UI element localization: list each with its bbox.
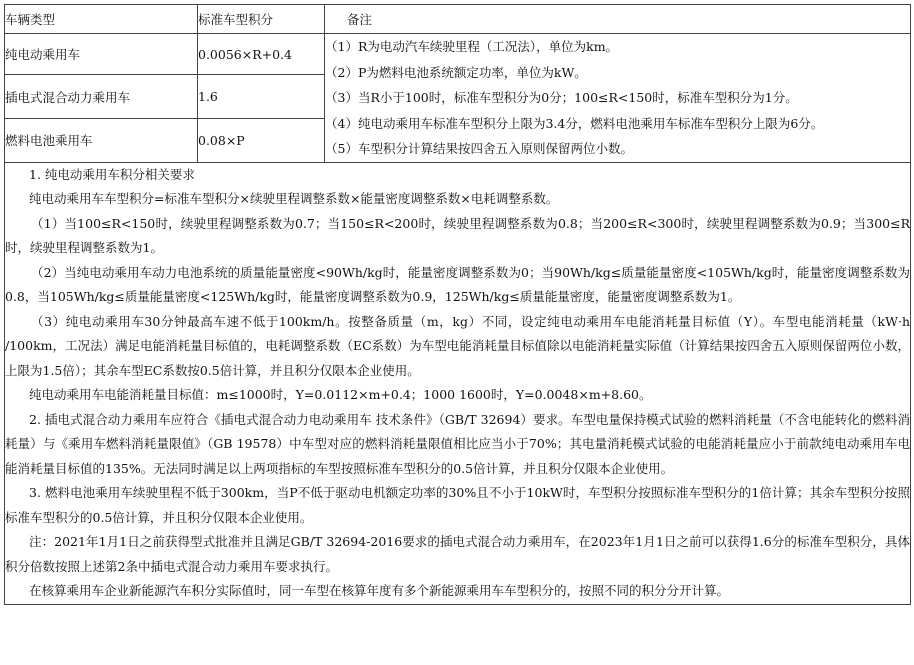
- vehicle-type-cell: 纯电动乘用车: [5, 34, 198, 75]
- header-notes: 备注: [325, 5, 911, 34]
- notes-cell: [325, 34, 911, 163]
- paragraph: 纯电动乘用车车型积分=标准车型积分×续驶里程调整系数×能量密度调整系数×电耗调整系数。: [29, 191, 559, 206]
- credit-table: [4, 4, 911, 605]
- vehicle-type-cell: 燃料电池乘用车: [5, 119, 198, 162]
- header-vehicle-type: 车辆类型: [5, 5, 198, 34]
- requirements-row: [5, 162, 911, 604]
- paragraph: 2. 插电式混合动力乘用车应符合《插电式混合动力电动乘用车 技术条件》（GB/T 32694）要求。车型电量保持模式试验的燃料消耗量（不含电能转化的燃料消耗量）与《乘用车燃料消耗量限值》（GB 19578）中车型对应的燃料消耗量限值相比应当小于70%；其电量消耗模式试验的电能消耗量应小于前款纯电动乘用车电能消耗量目标值的135%。无法同时满足以上两项指标的车型按照标准车型积分的0.5倍计算，并且积分仅限本企业使用。: [5, 411, 910, 476]
- note-item: （4）纯电动乘用车标准车型积分上限为3.4分，燃料电池乘用车标准车型积分上限为6分。: [325, 115, 824, 131]
- standard-score-cell: 0.0056×R+0.4: [198, 34, 325, 75]
- table-header-row: [5, 5, 911, 34]
- header-standard-score: 标准车型积分: [198, 5, 325, 34]
- paragraph: （3）纯电动乘用车30分钟最高车速不低于100km/h。按整备质量（m，kg）不同，设定纯电动乘用车电能消耗量目标值（Y）。车型电能消耗量（kW·h /100km，工况法）满足电能消耗量目标值的，电耗调整系数（EC系数）为车型电能消耗量目标值除以电能消耗量实际值（计算结果按四舍五入原则保留两位小数，上限为1.5倍）；其余车型EC系数按0.5倍计算，并且积分仅限本企业使用。: [5, 313, 910, 378]
- requirements-cell: [5, 162, 911, 604]
- note-item: （3）当R小于100时，标准车型积分为0分；100≤R<150时，标准车型积分为1分。: [325, 90, 798, 105]
- section-heading: 1. 纯电动乘用车积分相关要求: [29, 166, 195, 182]
- paragraph: 3. 燃料电池乘用车续驶里程不低于300km，当P不低于驱动电机额定功率的30%且不小于10kW时，车型积分按照标准车型积分的1倍计算；其余车型积分按照标准车型积分的0.5倍计算，并且积分仅限本企业使用。: [5, 485, 910, 525]
- paragraph: （2）当纯电动乘用车动力电池系统的质量能量密度<90Wh/kg时，能量密度调整系数为0；当90Wh/kg≤质量能量密度<105Wh/kg时，能量密度调整系数为0.8，当105Wh/kg≤质量能量密度<125Wh/kg时，能量密度调整系数为0.9，125Wh/kg≤质量能量密度，能量密度调整系数为1。: [5, 264, 910, 304]
- paragraph: （1）当100≤R<150时，续驶里程调整系数为0.7；当150≤R<200时，续驶里程调整系数为0.8；当200≤R<300时，续驶里程调整系数为0.9；当300≤R时，续驶里程调整系数为1。: [5, 215, 910, 255]
- paragraph: 在核算乘用车企业新能源汽车积分实际值时，同一车型在核算年度有多个新能源乘用车车型积分的，按照不同的积分分开计算。: [29, 583, 730, 598]
- standard-score-cell: 1.6: [198, 75, 325, 119]
- standard-score-cell: 0.08×P: [198, 119, 325, 162]
- note-paragraph: 注：2021年1月1日之前获得型式批准并且满足GB/T 32694-2016要求的插电式混合动力乘用车，在2023年1月1日之前可以获得1.6分的标准车型积分，具体积分倍数按照上述第2条中插电式混合动力乘用车要求执行。: [5, 534, 910, 574]
- vehicle-type-cell: 插电式混合动力乘用车: [5, 75, 198, 119]
- table-row: [5, 34, 911, 75]
- note-item: （2）P为燃料电池系统额定功率，单位为kW。: [325, 64, 587, 80]
- note-item: （1）R为电动汽车续驶里程（工况法），单位为km。: [325, 39, 619, 54]
- paragraph: 纯电动乘用车电能消耗量目标值：m≤1000时，Y=0.0112×m+0.4；1000 1600时，Y=0.0048×m+8.60。: [29, 387, 652, 402]
- note-item: （5）车型积分计算结果按四舍五入原则保留两位小数。: [325, 141, 633, 156]
